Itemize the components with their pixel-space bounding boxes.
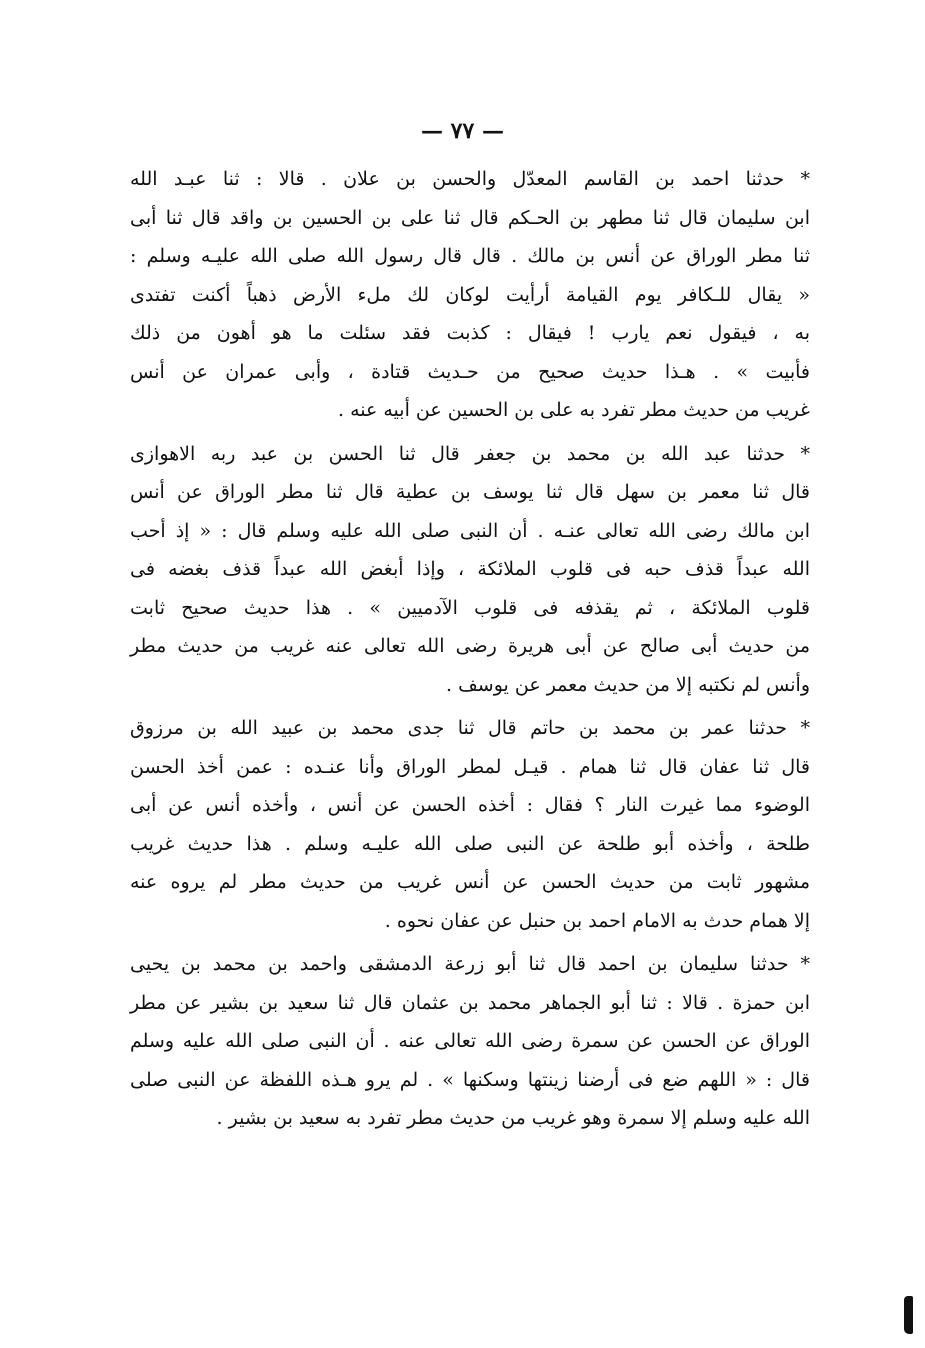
hadith-paragraph-4 <box>130 945 810 1138</box>
text-line: الوراق عن الحسن عن سمرة رضى الله تعالى عنه . أن النبى صلى الله عليه وسلم <box>130 1030 810 1052</box>
text-line: « يقال للـكافر يوم القيامة أرأيت لوكان لك ملء الأرض ذهباً أكنت تفتدى <box>130 283 810 306</box>
text-line: من حديث أبى صالح عن أبى هريرة رضى الله تعالى عنه غريب من حديث مطر <box>130 635 810 657</box>
text-line: ابن حمزة . قالا : ثنا أبو الجماهر محمد بن عثمان قال ثنا سعيد بن بشير عن مطر <box>130 991 810 1014</box>
text-line: الله عبداً قذف حبه فى قلوب الملائكة ، وإذا أبغض الله عبداً قذف بغضه فى <box>130 558 810 580</box>
text-line: إلا همام حدث به الامام احمد بن حنبل عن عفان نحوه . <box>384 909 810 932</box>
text-line: ثنا مطر الوراق عن أنس بن مالك . قال قال رسول الله صلى الله عليـه وسلم : <box>130 245 810 267</box>
text-line: وأنس لم نكتبه إلا من حديث معمر عن يوسف . <box>446 673 810 696</box>
text-line: غريب من حديث مطر تفرد به على بن الحسين عن أبيه عنه . <box>338 399 810 421</box>
text-line: قلوب الملائكة ، ثم يقذفه فى قلوب الآدميين » . هذا حديث صحيح ثابت <box>130 596 810 619</box>
text-line: مشهور ثابت من حديث الحسن عن أنس غريب من حديث مطر لم يروه عنه <box>130 871 810 893</box>
text-line: * حدثنا عبد الله بن محمد بن جعفر قال ثنا الحسن بن عبد ربه الاهوازى <box>130 442 810 465</box>
text-line: قال ثنا عفان قال ثنا همام . قيـل لمطر الوراق وأنا عنـده : عمن أخذ الحسن <box>130 755 810 778</box>
hadith-paragraph-2 <box>130 435 810 705</box>
text-line: * حدثنا عمر بن محمد بن حاتم قال ثنا جدى محمد بن عبيد الله بن مرزوق <box>130 717 810 739</box>
text-line: الوضوء مما غيرت النار ؟ فقال : أخذه الحسن عن أنس ، وأخذه أنس عن أبى <box>130 794 810 816</box>
page-edge-mark <box>904 1296 913 1334</box>
text-line: فأبيت » . هـذا حديث صحيح من حـديث قتادة ، وأبى عمران عن أنس <box>130 360 810 383</box>
hadith-paragraph-1 <box>130 160 810 430</box>
hadith-text-block <box>130 160 810 1143</box>
hadith-paragraph-3 <box>130 709 810 940</box>
text-line: قال ثنا معمر بن سهل قال ثنا يوسف بن عطية قال ثنا مطر الوراق عن أنس <box>130 481 810 503</box>
text-line: قال : « اللهم ضع فى أرضنا زينتها وسكنها » . لم يرو هـذه اللفظة عن النبى صلى <box>130 1068 810 1091</box>
text-line: طلحة ، وأخذه أبو طلحة عن النبى صلى الله عليـه وسلم . هذا حديث غريب <box>130 832 810 855</box>
text-line: ابن سليمان قال ثنا مطهر بن الحـكم قال ثنا على بن الحسين بن واقد قال ثنا أبى <box>130 206 810 229</box>
page-number: — ٧٧ — <box>421 118 504 144</box>
text-line: الله عليه وسلم إلا سمرة وهو غريب من حديث مطر تفرد به سعيد بن بشير . <box>216 1107 810 1129</box>
text-line: به ، فيقول نعم يارب ! فيقال : كذبت فقد سئلت ما هو أهون من ذلك <box>130 322 810 344</box>
text-line: * حدثنا سليمان بن احمد قال ثنا أبو زرعة الدمشقى واحمد بن محمد بن يحيى <box>130 953 810 975</box>
text-line: * حدثنا احمد بن القاسم المعدّل والحسن بن علان . قالا : ثنا عبـد الله <box>130 168 810 190</box>
text-line: ابن مالك رضى الله تعالى عنـه . أن النبى صلى الله عليه وسلم قال : « إذ أحب <box>130 519 810 542</box>
